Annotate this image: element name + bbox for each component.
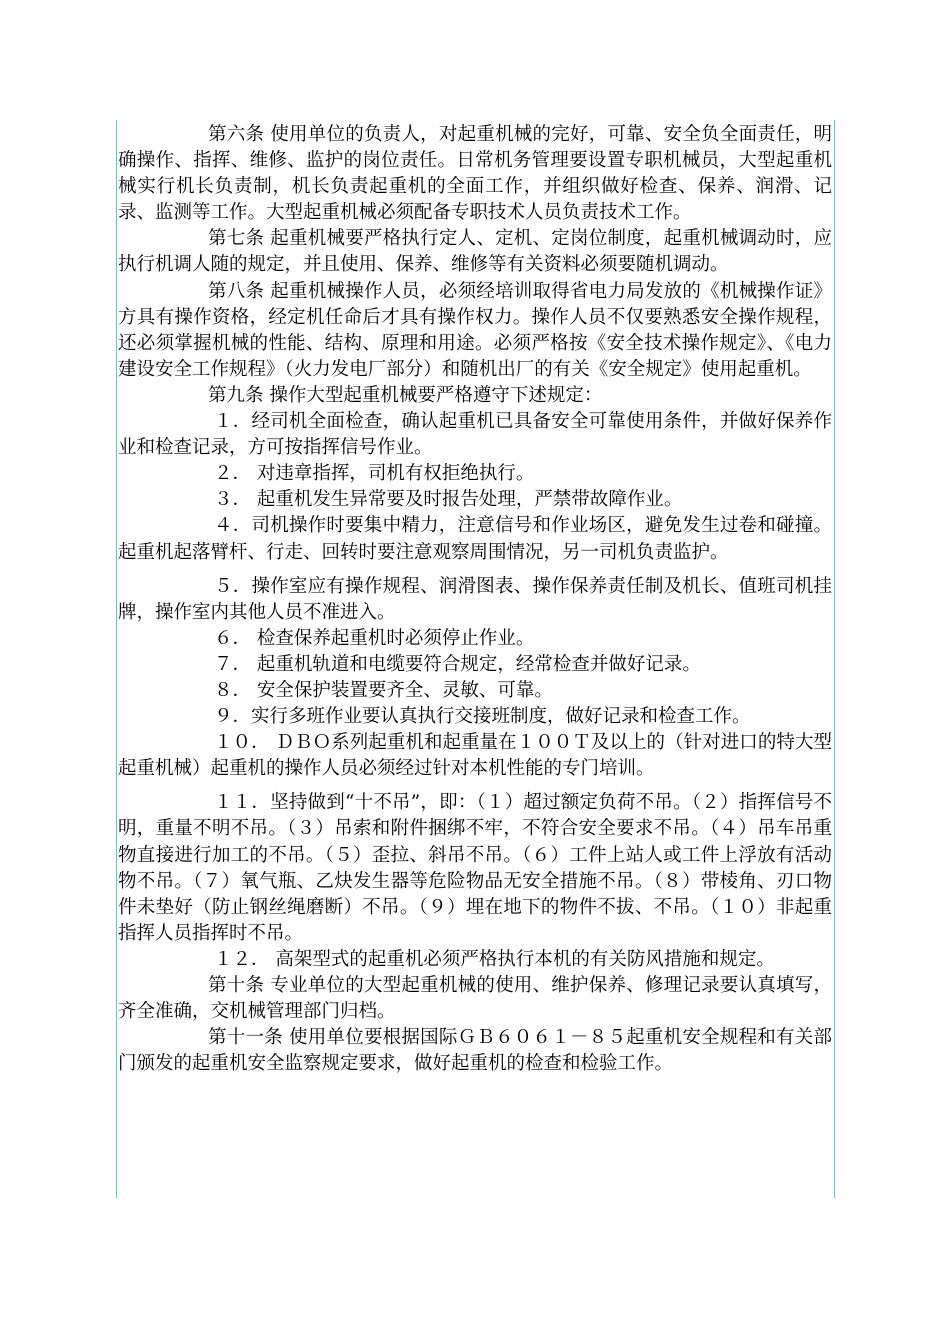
rule-item-12: １２． 高架型式的起重机必须严格执行本机的有关防风措施和规定。 [214, 948, 775, 970]
rule-item-11: １１．坚持做到“十不吊”，即：（１）超过额定负荷不吊。（２）指挥信号不明，重量不明不吊。（３）吊索和附件捆绑不牢，不符合安全要求不吊。（４）吊车吊重物直接进行加工的不吊。（５）歪拉、斜吊不吊。（６）工件上站人或工件上浮放有活动物不吊。（７）氧气瓶、乙炔发生器等危险物品无安全措施不吊。（８）带棱角、刃口物件未垫好（防止钢丝绳磨断）不吊。（９）埋在地下的物件不拔、不吊。（１０）非起重指挥人员指挥时不吊。 [118, 792, 832, 944]
rule-item-8: ８． 安全保护装置要齐全、灵敏、可靠。 [214, 679, 553, 701]
article-6-paragraph: 第六条 使用单位的负责人，对起重机械的完好，可靠、安全负全面责任，明确操作、指挥、维修、监护的岗位责任。日常机务管理要设置专职机械员，大型起重机械实行机长负责制，机长负责起重机的全面工作，并组织做好检查、保养、润滑、记录、监测等工作。大型起重机械必须配备专职技术人员负责技术工作。 [118, 124, 832, 224]
right-border-line [834, 120, 835, 1198]
article-10-paragraph: 第十条 专业单位的大型起重机械的使用、维护保养、修理记录要认真填写，齐全准确，交机械管理部门归档。 [118, 975, 832, 1023]
rule-item-4: ４．司机操作时要集中精力，注意信号和作业场区，避免发生过卷和碰撞。起重机起落臂杆、行走、回转时要注意观察周围情况，另一司机负责监护。 [118, 515, 832, 563]
rule-item-10: １０． ＤＢＯ系列起重机和起重量在１００Ｔ及以上的（针对进口的特大型起重机械）起重机的操作人员必须经过针对本机性能的专门培训。 [118, 732, 832, 780]
document-body [118, 122, 832, 1077]
rule-item-5: ５．操作室应有操作规程、润滑图表、操作保养责任制及机长、值班司机挂牌，操作室内其他人员不准进入。 [118, 575, 832, 623]
rule-item-6: ６． 检查保养起重机时必须停止作业。 [214, 627, 535, 649]
left-border-line [116, 120, 117, 1198]
rule-item-2: ２． 对违章指挥，司机有权拒绝执行。 [214, 463, 535, 485]
rule-item-1: １．经司机全面检查，确认起重机已具备安全可靠使用条件，并做好保养作业和检查记录，方可按指挥信号作业。 [118, 411, 832, 459]
article-11-paragraph: 第十一条 使用单位要根据国际ＧＢ６０６１－８５起重机安全规程和有关部门颁发的起重机安全监察规定要求，做好起重机的检查和检验工作。 [118, 1027, 832, 1075]
article-7-paragraph: 第七条 起重机械要严格执行定人、定机、定岗位制度，起重机械调动时，应执行机调人随的规定，并且使用、保养、维修等有关资料必须要随机调动。 [118, 228, 832, 276]
rule-item-3: ３． 起重机发生异常要及时报告处理，严禁带故障作业。 [214, 489, 683, 511]
article-9-paragraph: 第九条 操作大型起重机械要严格遵守下述规定： [208, 384, 603, 406]
article-8-paragraph: 第八条 起重机械操作人员，必须经培训取得省电力局发放的《机械操作证》方具有操作资格，经定机任命后才具有操作权力。操作人员不仅要熟悉安全操作规程，还必须掌握机械的性能、结构、原理和用途。必须严格按《安全技术操作规定》、《电力建设安全工作规程》（火力发电厂部分）和随机出厂的有关《安全规定》使用起重机。 [118, 280, 832, 380]
rule-item-7: ７． 起重机轨道和电缆要符合规定，经常检查并做好记录。 [214, 653, 701, 675]
rule-item-9: ９．实行多班作业要认真执行交接班制度，做好记录和检查工作。 [214, 706, 751, 728]
